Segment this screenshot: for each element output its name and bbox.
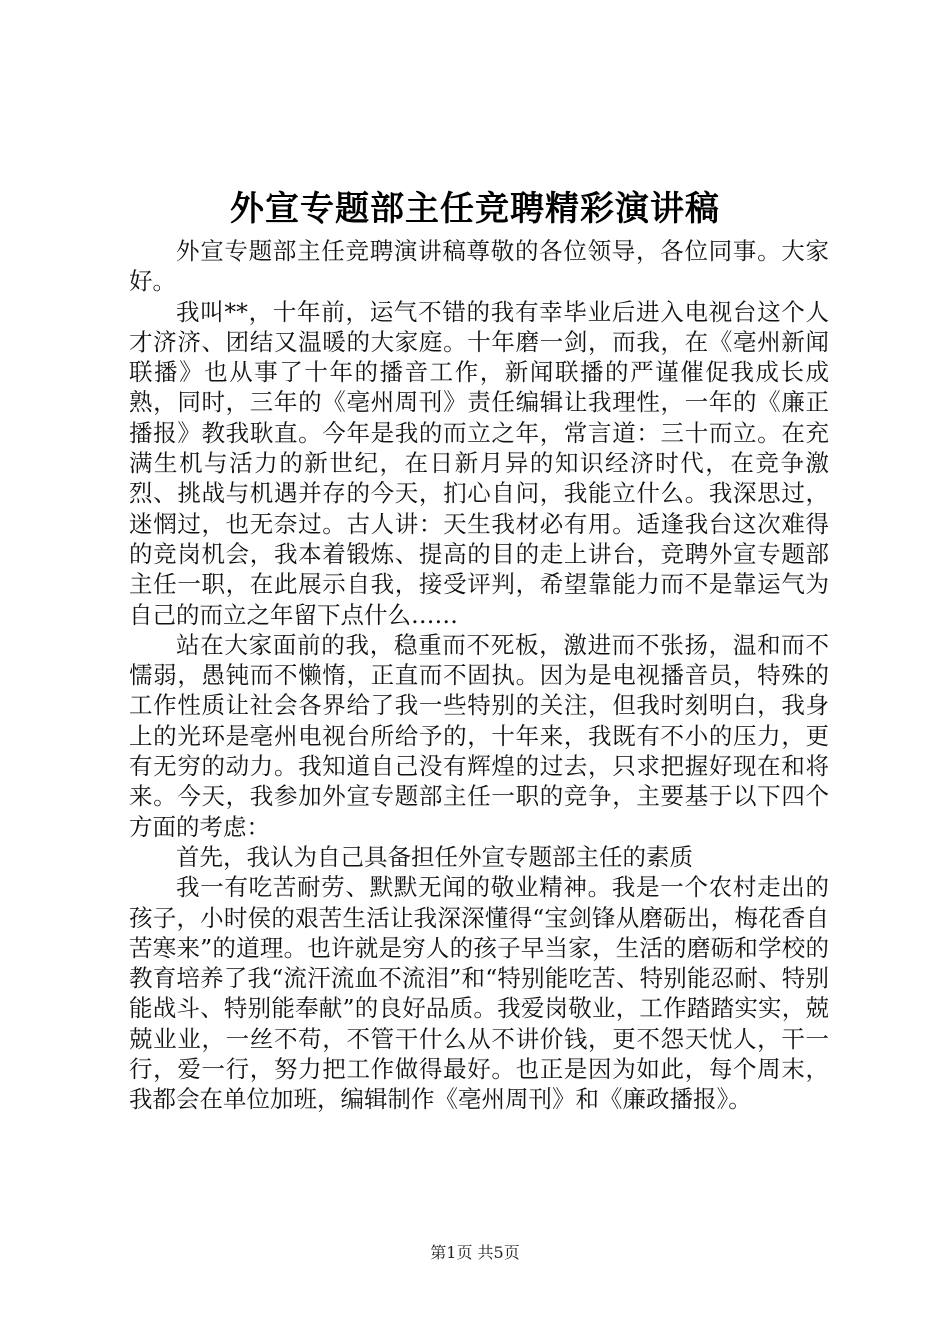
document-title: 外宣专题部主任竞聘精彩演讲稿 bbox=[230, 189, 720, 229]
paragraph: 首先，我认为自己具备担任外宣专题部主任的素质 bbox=[176, 842, 693, 871]
page-number-footer: 第1页 共5页 bbox=[430, 1243, 520, 1262]
document-body bbox=[129, 236, 829, 1115]
paragraph: 我叫**，十年前，运气不错的我有幸毕业后进入电视台这个人才济济、团结又温暖的大家庭。十年磨一剑，而我，在《亳州新闻联播》也从事了十年的播音工作，新闻联播的严谨催促我成长成熟，同时，三年的《亳州周刊》责任编辑让我理性，一年的《廉正播报》教我耿直。今年是我的而立之年，常言道：三十而立。在充满生机与活力的新世纪，在日新月异的知识经济时代，在竞争激烈、挑战与机遇并存的今天，扪心自问，我能立什么。我深思过，迷惘过，也无奈过。古人讲：天生我材必有用。适逢我台这次难得的竞岗机会，我本着锻炼、提高的目的走上讲台，竞聘外宣专题部主任一职，在此展示自我，接受评判，希望靠能力而不是靠运气为自己的而立之年留下点什么…… bbox=[129, 297, 829, 629]
paragraph: 我一有吃苦耐劳、默默无闻的敬业精神。我是一个农村走出的孩子，小时侯的艰苦生活让我深深懂得“宝剑锋从磨砺出，梅花香自苦寒来”的道理。也许就是穷人的孩子早当家，生活的磨砺和学校的教育培养了我“流汗流血不流泪”和“特别能吃苦、特别能忍耐、特别能战斗、特别能奉献”的良好品质。我爱岗敬业，工作踏踏实实，兢兢业业，一丝不苟，不管干什么从不讲价钱，更不怨天忧人，干一行，爱一行，努力把工作做得最好。也正是因为如此，每个周末，我都会在单位加班，编辑制作《亳州周刊》和《廉政播报》。 bbox=[129, 873, 829, 1114]
paragraph: 站在大家面前的我，稳重而不死板，激进而不张扬，温和而不懦弱，愚钝而不懒惰，正直而不固执。因为是电视播音员，特殊的工作性质让社会各界给了我一些特别的关注，但我时刻明白，我身上的光环是亳州电视台所给予的，十年来，我既有不小的压力，更有无穷的动力。我知道自己没有辉煌的过去，只求把握好现在和将来。今天，我参加外宣专题部主任一职的竞争，主要基于以下四个方面的考虑： bbox=[129, 630, 829, 841]
paragraph: 外宣专题部主任竞聘演讲稿尊敬的各位领导，各位同事。大家好。 bbox=[129, 237, 829, 296]
